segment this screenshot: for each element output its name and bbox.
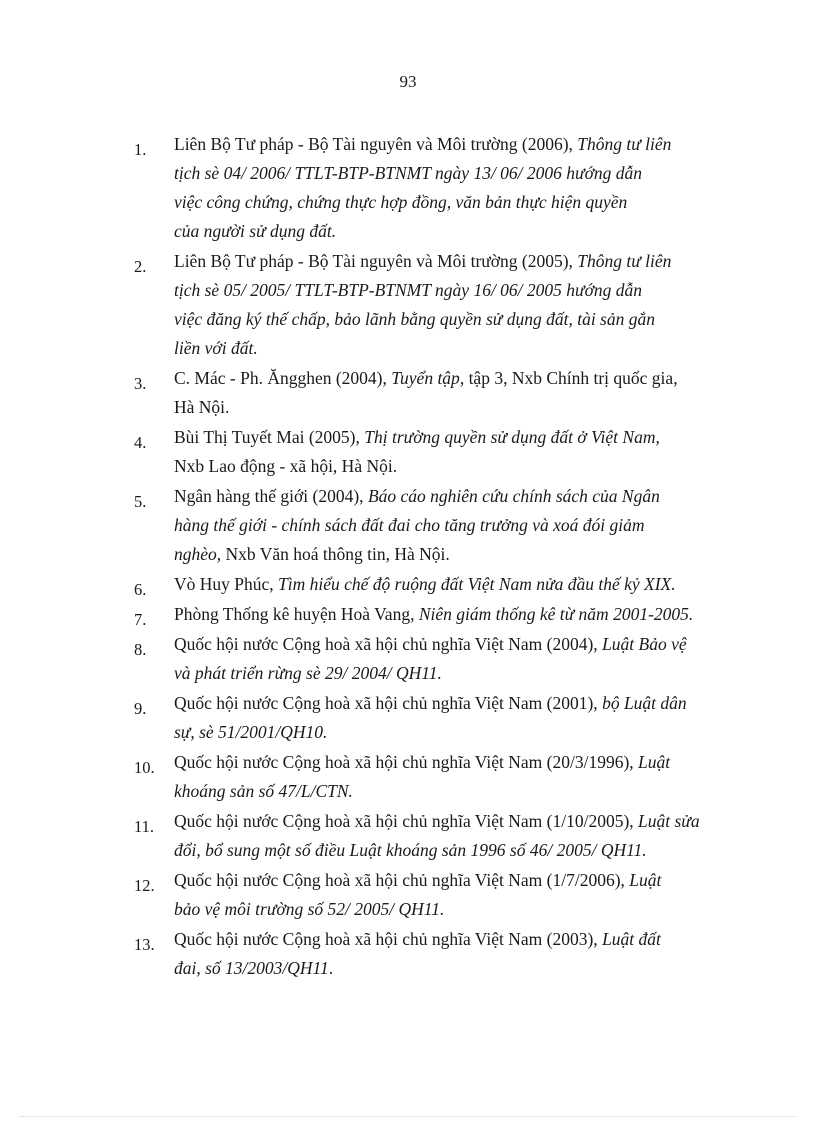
reference-text: Quốc hội nước Cộng hoà xã hội chủ nghĩa Việt Nam (1/7/2006), [174, 870, 630, 890]
reference-item [130, 364, 740, 422]
reference-item [130, 748, 740, 806]
reference-item [130, 689, 740, 747]
reference-number: 9. [134, 699, 147, 718]
reference-line [174, 305, 740, 334]
reference-italic-text: Báo cáo nghiên cứu chính sách của Ngân [367, 486, 660, 506]
reference-line [174, 836, 740, 865]
reference-italic-text: bộ Luật dân [602, 693, 687, 713]
reference-item [130, 482, 740, 569]
reference-line [174, 718, 740, 747]
reference-number: 10. [134, 758, 155, 777]
reference-line [174, 895, 740, 924]
reference-line [174, 423, 740, 452]
reference-text: Quốc hội nước Cộng hoà xã hội chủ nghĩa Việt Nam (2004), [174, 634, 603, 654]
reference-text: Quốc hội nước Cộng hoà xã hội chủ nghĩa Việt Nam (2001), [174, 693, 603, 713]
reference-number: 13. [134, 935, 155, 954]
reference-number: 6. [134, 580, 147, 599]
reference-number: 3. [134, 374, 147, 393]
reference-line [174, 954, 740, 983]
reference-text: Liên Bộ Tư pháp - Bộ Tài nguyên và Môi trường (2006), [174, 134, 578, 154]
reference-text: Quốc hội nước Cộng hoà xã hội chủ nghĩa Việt Nam (1/10/2005), [174, 811, 639, 831]
reference-italic-text: tịch sè 04/ 2006/ TTLT-BTP-BTNMT ngày 13/ 06/ 2006 hướng dẫn [174, 163, 643, 183]
reference-italic-text: Luật Bảo vệ [602, 634, 687, 654]
reference-line [174, 130, 740, 159]
reference-line [174, 540, 740, 569]
reference-item [130, 807, 740, 865]
reference-text: Vò Huy Phúc, [174, 574, 279, 594]
reference-italic-text: Tìm hiểu chế độ ruộng đất Việt Nam nửa đầu thế kỷ XIX. [278, 574, 676, 594]
reference-italic-text: khoáng sản số 47/L/CTN. [174, 781, 353, 801]
reference-text: , tập 3, Nxb Chính trị quốc gia, [459, 368, 678, 388]
reference-text: Quốc hội nước Cộng hoà xã hội chủ nghĩa Việt Nam (20/3/1996), [174, 752, 639, 772]
reference-line [174, 452, 740, 481]
reference-line [174, 188, 740, 217]
reference-italic-text: Thông tư liên [577, 134, 672, 154]
reference-number: 1. [134, 140, 147, 159]
reference-italic-text: liền với đất. [174, 338, 258, 358]
reference-item [130, 866, 740, 924]
reference-item [130, 130, 740, 246]
reference-line [174, 276, 740, 305]
reference-item [130, 570, 740, 599]
reference-line [174, 511, 740, 540]
reference-italic-text: Luật đất [602, 929, 661, 949]
reference-line [174, 247, 740, 276]
reference-text: Phòng Thống kê huyện Hoà Vang, [174, 604, 419, 624]
page-number: 93 [399, 72, 417, 91]
reference-italic-text: Luật [629, 870, 662, 890]
reference-italic-text: bảo vệ môi trường số 52/ 2005/ QH11. [174, 899, 445, 919]
reference-line [174, 689, 740, 718]
reference-list [130, 130, 740, 984]
reference-italic-text: và phát triển rừng sè 29/ 2004/ QH11. [174, 663, 442, 683]
reference-item [130, 925, 740, 983]
reference-text: Bùi Thị Tuyết Mai (2005), [174, 427, 365, 447]
reference-italic-text: việc công chứng, chứng thực hợp đồng, văn bản thực hiện quyền [174, 192, 628, 212]
reference-line [174, 777, 740, 806]
reference-number: 5. [134, 492, 147, 511]
reference-italic-text: Luật sửa [638, 811, 700, 831]
reference-italic-text: đai, số 13/2003/QH11 [174, 958, 329, 978]
reference-item [130, 247, 740, 363]
reference-line [174, 925, 740, 954]
reference-italic-text: Tuyển tập [391, 368, 460, 388]
reference-line [174, 159, 740, 188]
reference-text: . [328, 958, 334, 978]
reference-line [174, 570, 740, 599]
reference-italic-text: việc đăng ký thế chấp, bảo lãnh bằng quyền sử dụng đất, tài sản gắn [174, 309, 655, 329]
reference-number: 8. [134, 640, 147, 659]
reference-line [174, 217, 740, 246]
reference-italic-text: sự, sè 51/2001/QH10. [174, 722, 328, 742]
reference-italic-text: tịch sè 05/ 2005/ TTLT-BTP-BTNMT ngày 16/ 06/ 2005 hướng dẫn [174, 280, 643, 300]
reference-number: 4. [134, 433, 147, 452]
reference-text: Hà Nội. [174, 397, 230, 417]
reference-item [130, 423, 740, 481]
reference-item [130, 630, 740, 688]
reference-number: 2. [134, 257, 147, 276]
reference-italic-text: Niên giám thống kê từ năm 2001-2005. [418, 604, 694, 624]
reference-italic-text: hàng thế giới - chính sách đất đai cho tăng trưởng và xoá đói giảm [174, 515, 645, 535]
reference-text: Quốc hội nước Cộng hoà xã hội chủ nghĩa Việt Nam (2003), [174, 929, 603, 949]
reference-line [174, 393, 740, 422]
reference-line [174, 600, 740, 629]
reference-line [174, 334, 740, 363]
reference-item [130, 600, 740, 629]
reference-line [174, 748, 740, 777]
reference-italic-text: đổi, bổ sung một số điều Luật khoáng sản 1996 số 46/ 2005/ QH11. [174, 840, 647, 860]
reference-number: 12. [134, 876, 155, 895]
reference-line [174, 866, 740, 895]
reference-number: 11. [134, 817, 155, 836]
reference-line [174, 364, 740, 393]
reference-italic-text: Thị trường quyền sử dụng đất ở Việt Nam, [364, 427, 660, 447]
reference-italic-text: Luật [638, 752, 671, 772]
reference-italic-text: của người sử dụng đất. [174, 221, 337, 241]
reference-text: C. Mác - Ph. Ăngghen (2004), [174, 368, 392, 388]
reference-line [174, 807, 740, 836]
reference-number: 7. [134, 610, 147, 629]
reference-text: Nxb Văn hoá thông tin, Hà Nội. [221, 544, 450, 564]
reference-italic-text: Thông tư liên [577, 251, 672, 271]
page-bottom-rule [20, 1116, 796, 1117]
reference-text: Ngân hàng thế giới (2004), [174, 486, 368, 506]
reference-text: Liên Bộ Tư pháp - Bộ Tài nguyên và Môi trường (2005), [174, 251, 578, 271]
reference-line [174, 659, 740, 688]
reference-italic-text: nghèo, [174, 544, 222, 564]
reference-text: Nxb Lao động - xã hội, Hà Nội. [174, 456, 398, 476]
reference-line [174, 630, 740, 659]
reference-line [174, 482, 740, 511]
